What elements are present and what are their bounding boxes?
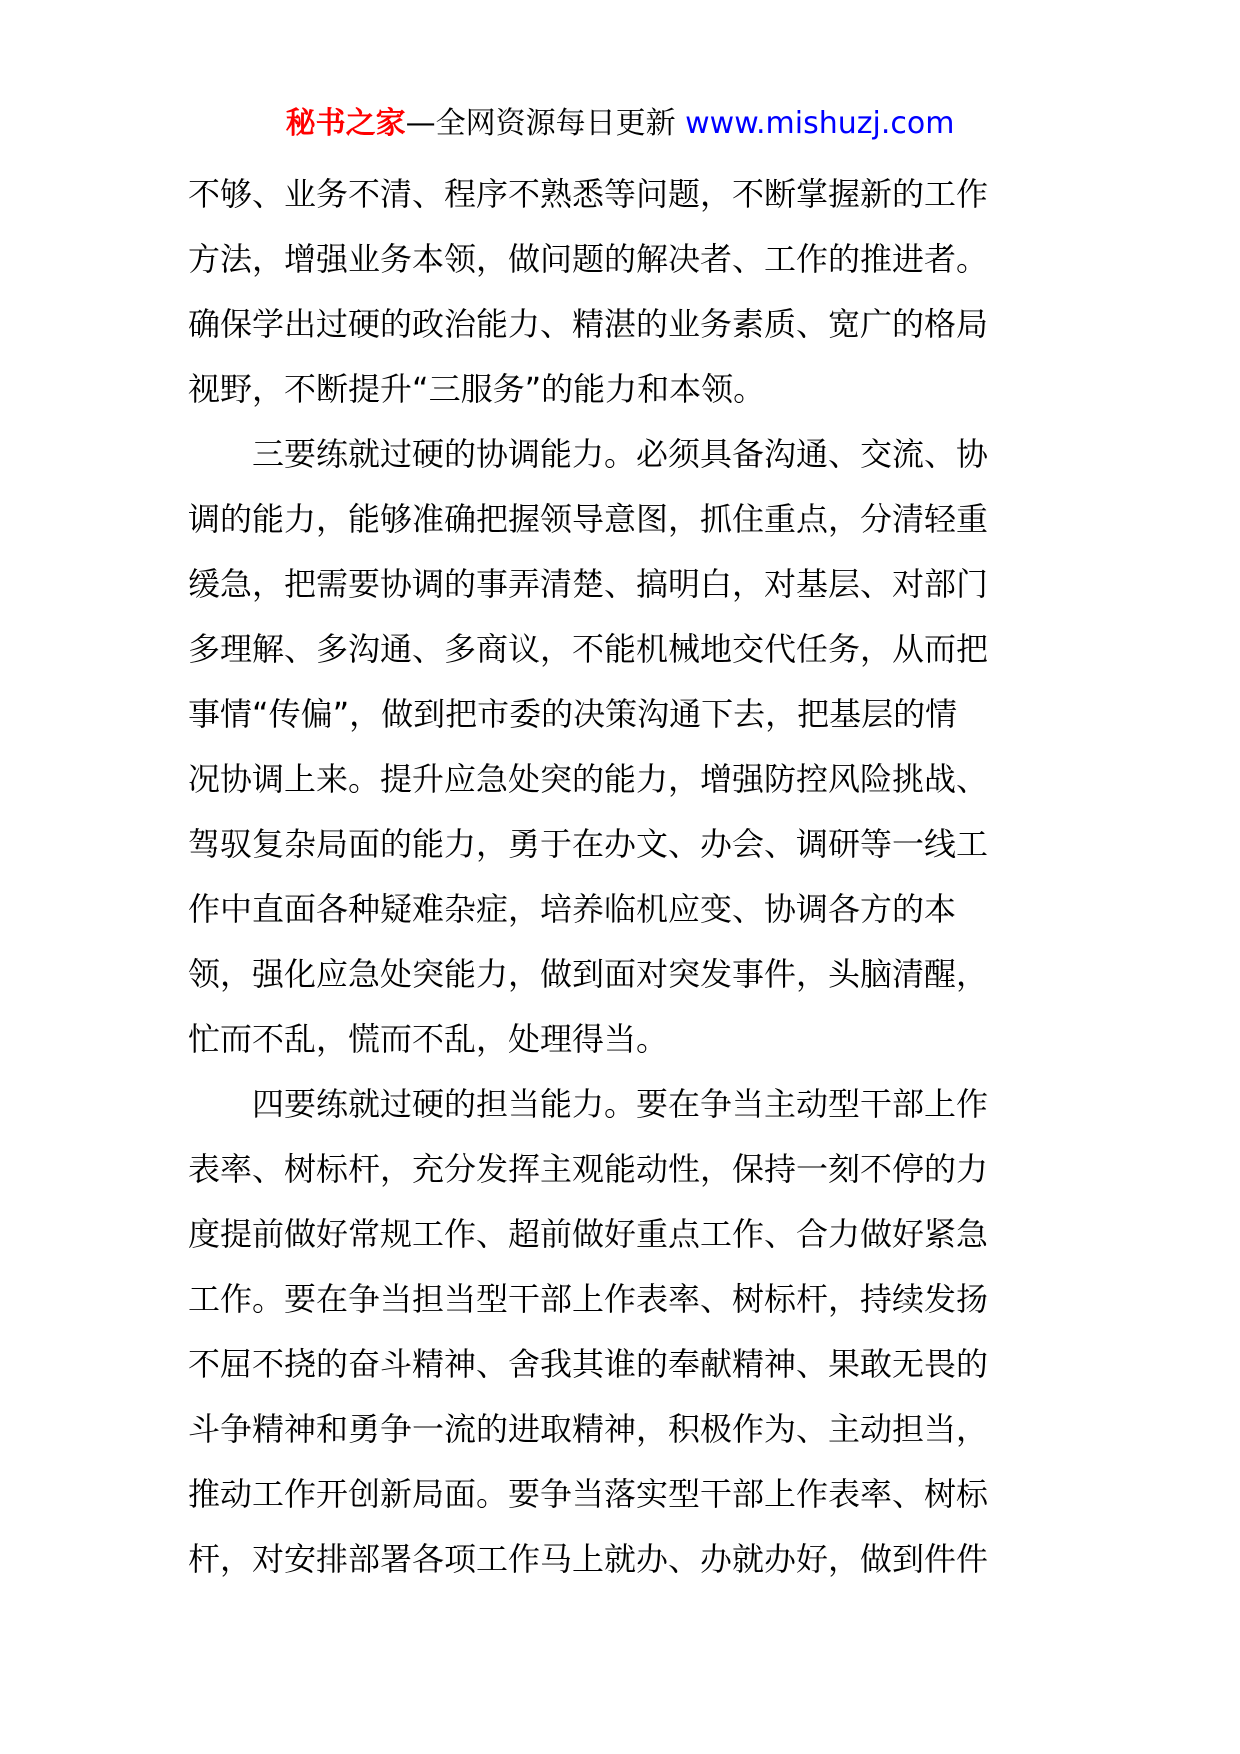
text-line: 领，强化应急处突能力，做到面对突发事件，头脑清醒， <box>188 955 989 993</box>
text-line: 不屈不挠的奋斗精神、舍我其谁的奉献精神、果敢无畏的 <box>188 1345 989 1383</box>
text-line: 工作。要在争当担当型干部上作表率、树标杆，持续发扬 <box>188 1280 989 1318</box>
text-line: 度提前做好常规工作、超前做好重点工作、合力做好紧急 <box>188 1215 989 1253</box>
site-tagline: —全网资源每日更新 <box>405 106 686 141</box>
text-line: 事情“传偏”，做到把市委的决策沟通下去，把基层的情 <box>188 695 958 733</box>
text-line: 缓急，把需要协调的事弄清楚、搞明白，对基层、对部门 <box>188 565 989 603</box>
text-line: 作中直面各种疑难杂症，培养临机应变、协调各方的本 <box>188 890 957 928</box>
text-line: 表率、树标杆，充分发挥主观能动性，保持一刻不停的力 <box>188 1150 989 1188</box>
text-line: 驾驭复杂局面的能力，勇于在办文、办会、调研等一线工 <box>188 825 989 863</box>
text-line: 不够、业务不清、程序不熟悉等问题，不断掌握新的工作 <box>188 175 989 213</box>
text-line: 况协调上来。提升应急处突的能力，增强防控风险挑战、 <box>188 760 989 798</box>
site-brand: 秘书之家 <box>285 106 406 141</box>
text-line: 杆，对安排部署各项工作马上就办、办就办好，做到件件 <box>188 1540 989 1578</box>
text-line: 多理解、多沟通、多商议，不能机械地交代任务，从而把 <box>188 630 989 668</box>
text-line: 方法，增强业务本领，做问题的解决者、工作的推进者。 <box>188 240 989 278</box>
text-line: 确保学出过硬的政治能力、精湛的业务素质、宽广的格局 <box>188 305 989 343</box>
text-line: 三要练就过硬的协调能力。必须具备沟通、交流、协 <box>188 435 989 473</box>
text-line: 推动工作开创新局面。要争当落实型干部上作表率、树标 <box>188 1475 989 1513</box>
site-url-link[interactable]: www.mishuzj.com <box>685 106 955 141</box>
text-line: 忙而不乱，慌而不乱，处理得当。 <box>188 1020 669 1058</box>
text-line: 斗争精神和勇争一流的进取精神，积极作为、主动担当， <box>188 1410 989 1448</box>
text-line: 四要练就过硬的担当能力。要在争当主动型干部上作 <box>188 1085 989 1123</box>
text-line: 视野，不断提升“三服务”的能力和本领。 <box>188 370 766 408</box>
document-body <box>188 162 1058 1592</box>
page-header <box>0 104 1240 144</box>
text-line: 调的能力，能够准确把握领导意图，抓住重点，分清轻重 <box>188 500 989 538</box>
